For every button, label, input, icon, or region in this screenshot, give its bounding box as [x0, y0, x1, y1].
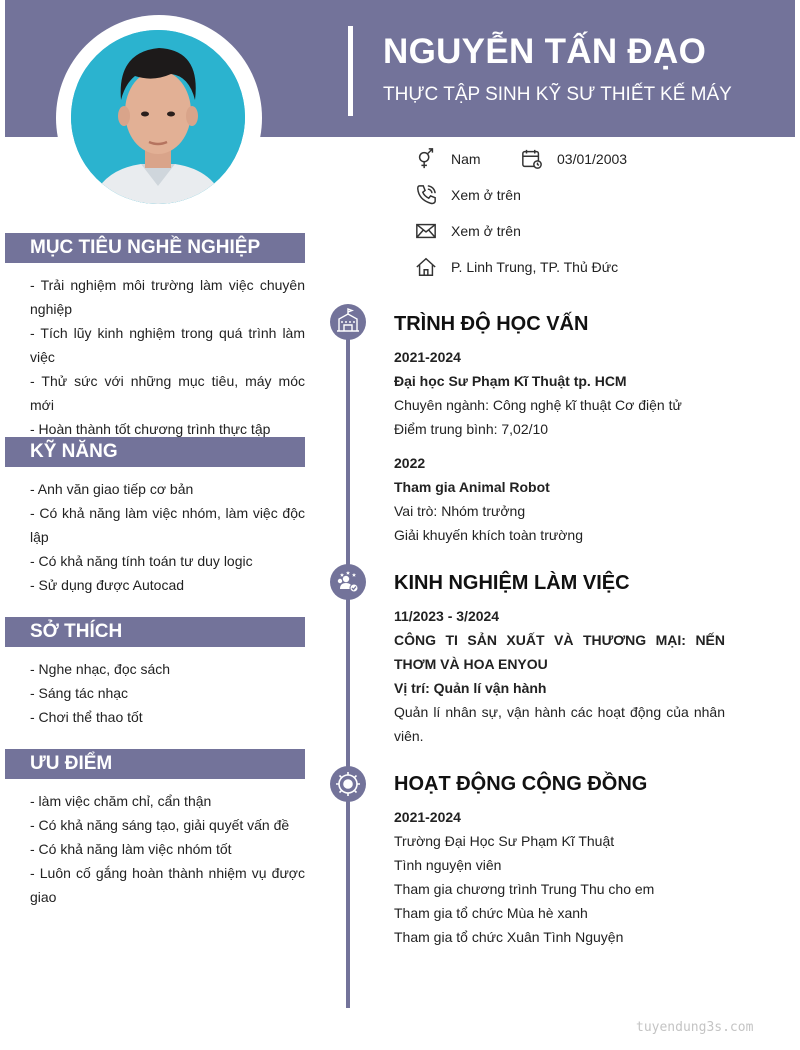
school-icon — [330, 304, 366, 340]
list-item: Tham gia tổ chức Xuân Tình Nguyện — [394, 929, 624, 945]
birthday-value: 03/01/2003 — [557, 151, 628, 167]
experience-period: 11/2023 - 3/2024 — [394, 608, 500, 624]
home-icon — [415, 256, 437, 278]
email-icon — [415, 220, 437, 242]
objective-heading: MỤC TIÊU NGHỀ NGHIỆP — [5, 233, 305, 263]
list-item: - Thử sức với những mục tiêu, máy móc mới — [30, 373, 305, 413]
job-title: THỰC TẬP SINH KỸ SƯ THIẾT KẾ MÁY — [383, 84, 732, 105]
strengths-list — [30, 789, 305, 909]
contact-address — [415, 256, 618, 278]
header-divider — [348, 26, 353, 116]
activity-entry — [394, 451, 725, 547]
gender-value: Nam — [451, 151, 481, 167]
watermark: tuyendung3s.com — [636, 1020, 754, 1035]
community-period: 2021-2024 — [394, 809, 461, 825]
contact-gender — [415, 148, 481, 170]
list-item: - Có khả năng làm việc nhóm, làm việc độc lập — [30, 505, 305, 545]
list-item: Tình nguyện viên — [394, 857, 502, 873]
skills-heading: KỸ NĂNG — [5, 437, 305, 467]
calendar-icon — [521, 148, 543, 170]
strengths-heading: ƯU ĐIỂM — [5, 749, 305, 779]
list-item: - Có khả năng tính toán tư duy logic — [30, 553, 253, 569]
candidate-name: NGUYỄN TẤN ĐẠO — [383, 32, 707, 71]
hobbies-list — [30, 657, 305, 729]
list-item: - Sử dụng được Autocad — [30, 577, 185, 593]
education-major: Chuyên ngành: Công nghệ kĩ thuật Cơ điện tử — [394, 397, 682, 413]
education-school: Đại học Sư Phạm Kĩ Thuật tp. HCM — [394, 373, 627, 389]
avatar-portrait — [71, 30, 245, 204]
list-item: - Có khả năng làm việc nhóm tốt — [30, 841, 232, 857]
activity-period: 2022 — [394, 455, 426, 471]
list-item: - Anh văn giao tiếp cơ bản — [30, 481, 194, 497]
contact-email — [415, 220, 521, 242]
list-item: - Trải nghiệm môi trường làm việc chuyên nghiệp — [30, 277, 305, 317]
email-value: Xem ở trên — [451, 223, 521, 239]
list-item: - Luôn cố gắng hoàn thành nhiệm vụ được giao — [30, 865, 305, 905]
list-item: - Nghe nhạc, đọc sách — [30, 661, 171, 677]
skills-list — [30, 477, 305, 597]
experience-heading: KINH NGHIỆM LÀM VIỆC — [394, 572, 630, 594]
list-item: Trường Đại Học Sư Phạm Kĩ Thuật — [394, 833, 615, 849]
hobbies-heading: SỞ THÍCH — [5, 617, 305, 647]
activity-award: Giải khuyến khích toàn trường — [394, 527, 583, 543]
education-entry — [394, 345, 725, 441]
objective-list — [30, 273, 305, 441]
education-gpa: Điểm trung bình: 7,02/10 — [394, 421, 549, 437]
avatar — [71, 30, 245, 204]
community-entry — [394, 805, 725, 949]
list-item: - Có khả năng sáng tạo, giải quyết vấn đề — [30, 817, 290, 833]
list-item: - Tích lũy kinh nghiệm trong quá trình làm việc — [30, 325, 305, 365]
list-item: Tham gia tổ chức Mùa hè xanh — [394, 905, 588, 921]
timeline-line — [346, 318, 350, 1008]
community-heading: HOẠT ĐỘNG CỘNG ĐỒNG — [394, 773, 648, 795]
list-item: - Hoàn thành tốt chương trình thực tập — [30, 421, 271, 437]
team-star-icon — [330, 564, 366, 600]
list-item: Tham gia chương trình Trung Thu cho em — [394, 881, 655, 897]
address-value: P. Linh Trung, TP. Thủ Đức — [451, 259, 619, 275]
experience-position: Vị trí: Quản lí vận hành — [394, 680, 547, 696]
phone-icon — [415, 184, 437, 206]
experience-entry — [394, 604, 725, 748]
contact-birthday — [521, 148, 627, 170]
list-item: - Chơi thể thao tốt — [30, 709, 143, 725]
community-gear-icon — [330, 766, 366, 802]
education-heading: TRÌNH ĐỘ HỌC VẤN — [394, 313, 589, 335]
list-item: - Sáng tác nhạc — [30, 685, 129, 701]
experience-company: CÔNG TI SẢN XUẤT VÀ THƯƠNG MẠI: NẾN THƠM VÀ HOA ENYOU — [394, 632, 725, 672]
experience-description: Quản lí nhân sự, vận hành các hoạt động của nhân viên. — [394, 704, 725, 744]
phone-value: Xem ở trên — [451, 187, 521, 203]
activity-role: Vai trò: Nhóm trưởng — [394, 503, 526, 519]
gender-icon — [415, 148, 437, 170]
activity-name: Tham gia Animal Robot — [394, 479, 550, 495]
contact-phone — [415, 184, 521, 206]
education-period: 2021-2024 — [394, 349, 461, 365]
list-item: - làm việc chăm chỉ, cẩn thận — [30, 793, 212, 809]
